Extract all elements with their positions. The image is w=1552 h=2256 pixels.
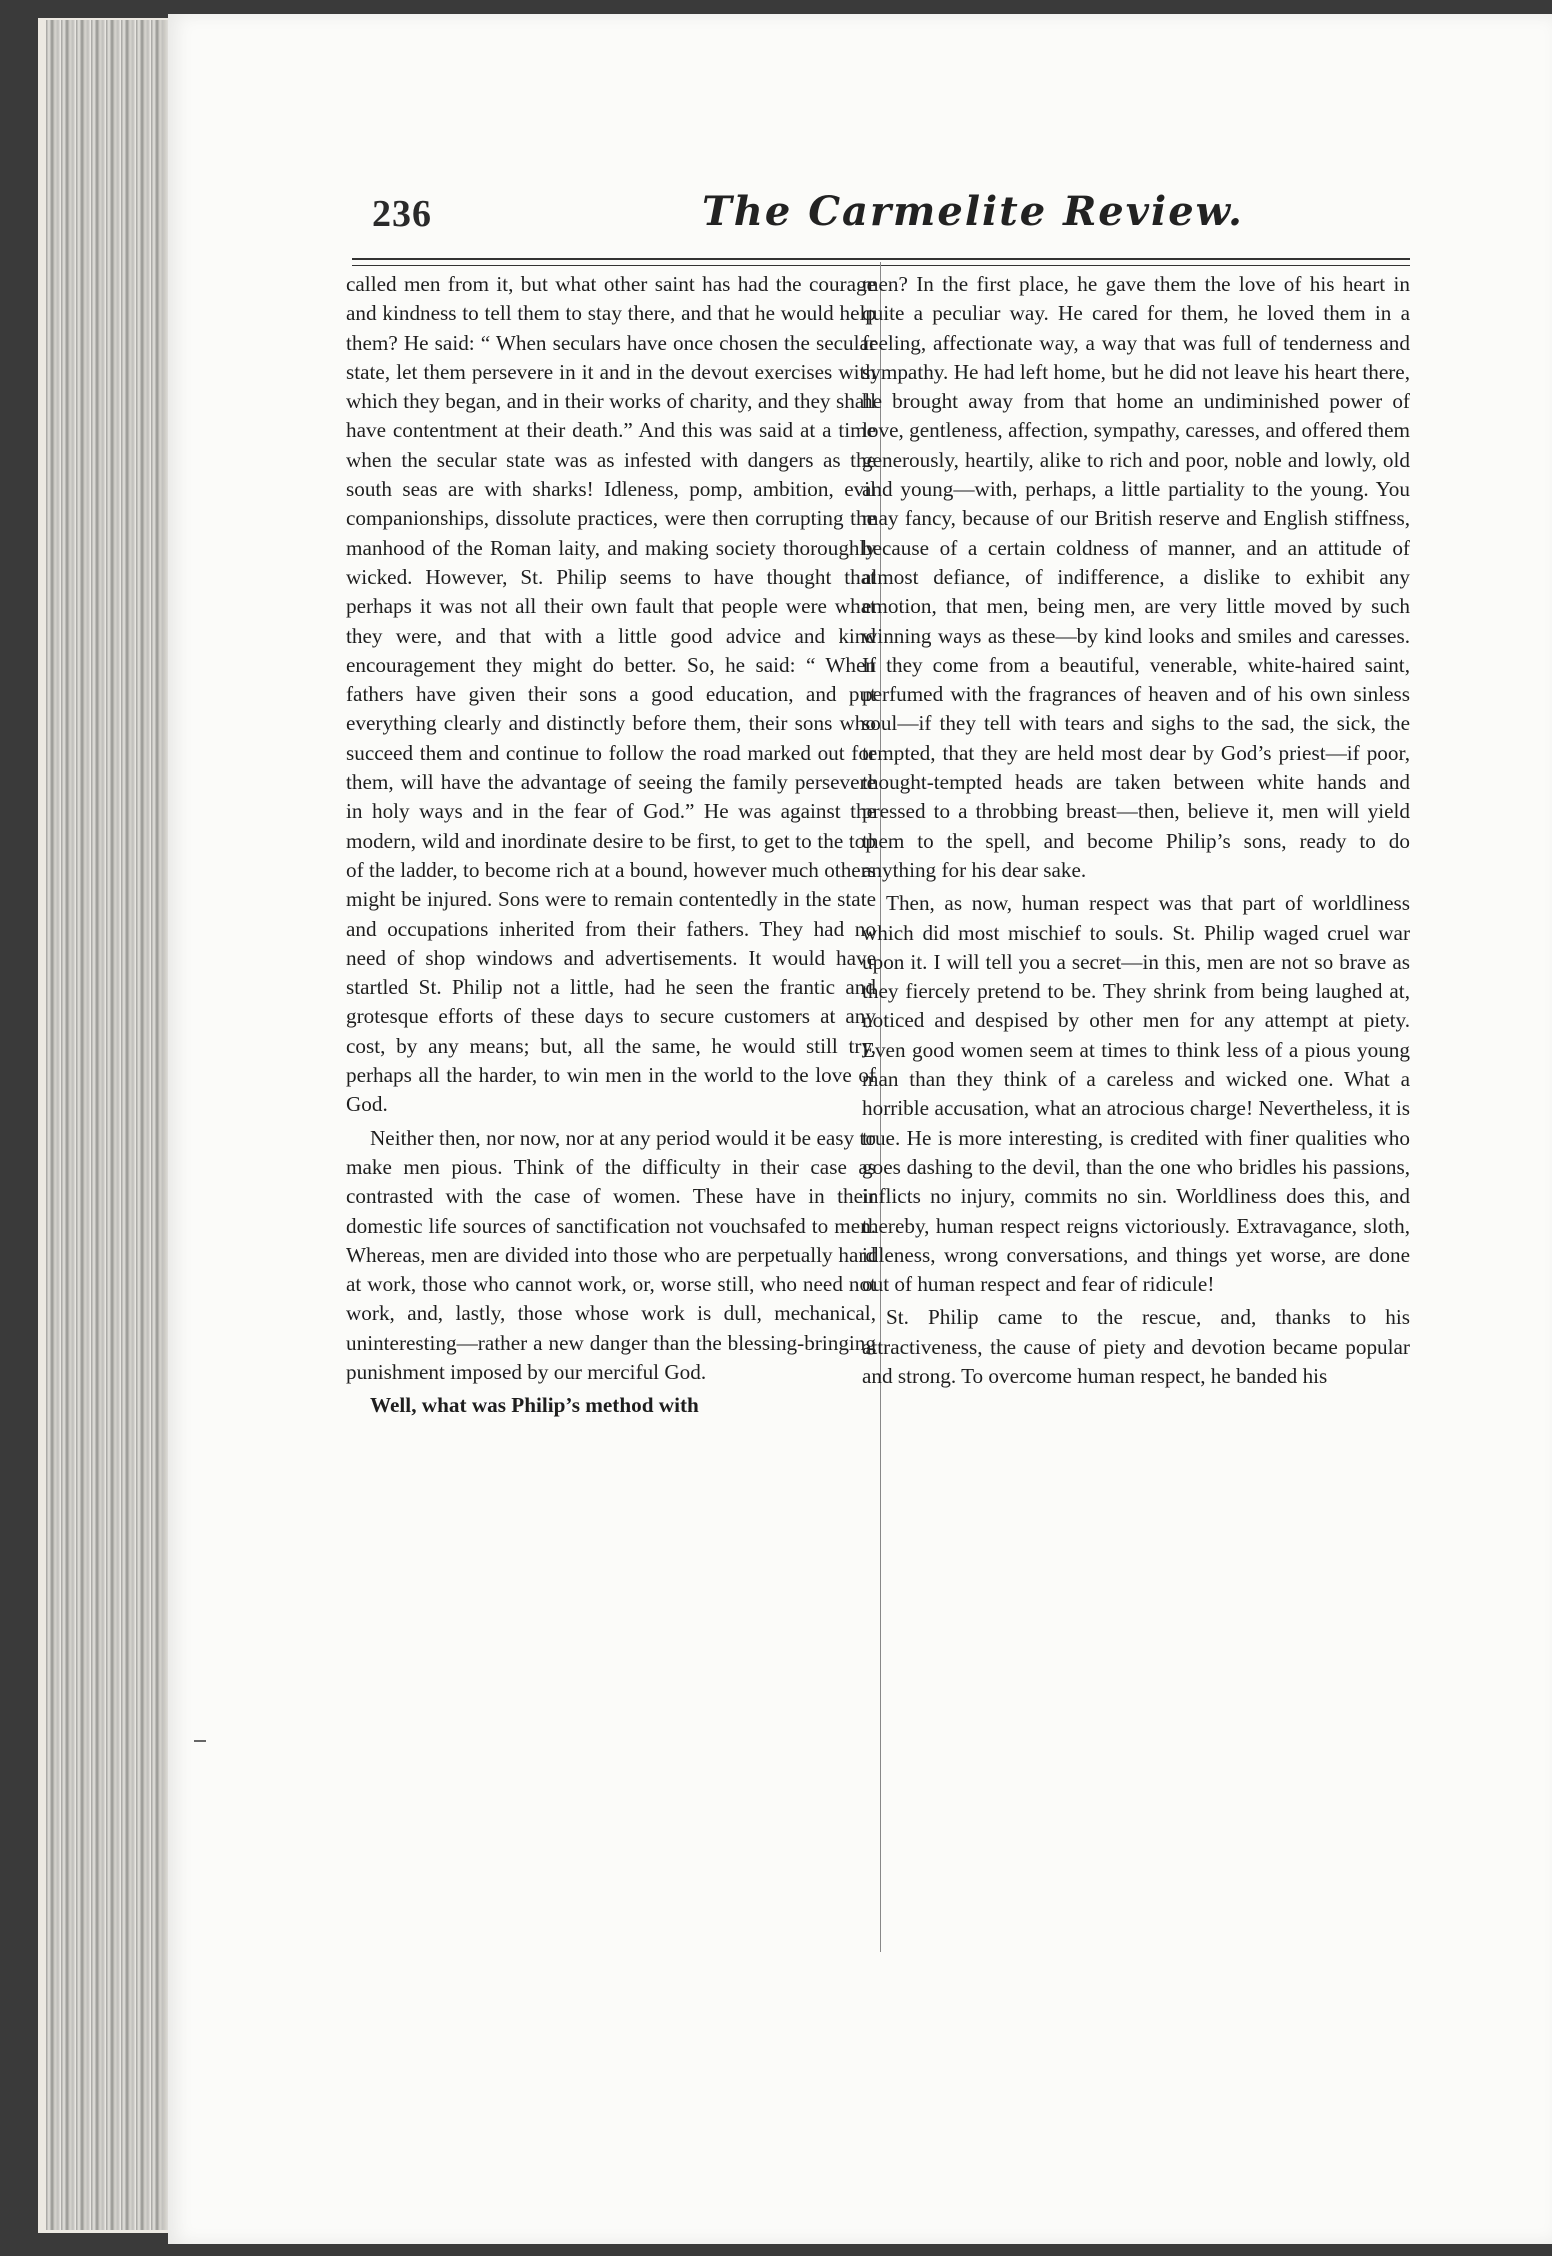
right-paragraph-2: Then, as now, human respect was that part of worldliness which did most mischief to souls. St. Philip waged cruel war upon it. I will tell you a secret—in this, men are not so brave as they fiercely pretend to be. They shrink from being laughed at, noticed and despised by other men for any attempt at piety. Even good women seem at times to think less of a pious young man than they think of a careless and wicked one. What a horrible accusation, what an atrocious charge! Nevertheless, it is true. He is more interesting, is credited with finer qualities who goes dashing to the devil, than the one who bridles his passions, inflicts no injury, commits no sin. Worldliness does this, and thereby, human respect reigns victoriously. Extravagance, sloth, idleness, wrong conversations, and things yet worse, are done out of human respect and fear of ridicule! bbox=[862, 891, 1410, 1297]
right-paragraph-3: St. Philip came to the rescue, and, thanks to his attractiveness, the cause of piety and devotion became popular and strong. To overcome human respect, he banded his bbox=[862, 1305, 1410, 1388]
book-spine-edges bbox=[46, 20, 164, 2230]
header-rule bbox=[352, 258, 1410, 260]
margin-mark bbox=[194, 1740, 206, 1742]
left-paragraph-2: Neither then, nor now, nor at any period would it be easy to make men pious. Think of the difficulty in their case as contrasted with the case of women. These have in their domestic life sources of sanctification not vouchsafed to men. Whereas, men are divided into those who are perpetually hard at work, those who cannot work, or, worse still, who need not work, and, lastly, those whose work is dull, mechanical, uninteresting—rather a new danger than the blessing-bringing punishment imposed by our merciful God. bbox=[346, 1125, 876, 1384]
left-paragraph-1: called men from it, but what other saint has had the courage and kindness to tell them to stay there, and that he would help them? He said: “ When seculars have once chosen the secular state, let them persevere in it and in the devout exercises with which they began, and in their works of charity, and they shall have contentment at their death.” And this was said at a time when the secular state was as infested with dangers as the south seas are with sharks! Idleness, pomp, ambition, evil companionships, dissolute practices, were then corrupting the manhood of the Roman laity, and making society thoroughly wicked. However, St. Philip seems to have thought that perhaps it was not all their own fault that people were what they were, and that with a little good advice and kind encouragement they might do better. So, he said: “ When fathers have given their sons a good education, and put everything clearly and distinctly before them, their sons who succeed them and continue to follow the road marked out for them, will have the advantage of seeing the family persevere in holy ways and in the fear of God.” He was against the modern, wild and inordinate desire to be first, to get to the top of the ladder, to become rich at a bound, however much others might be injured. Sons were to remain contentedly in the state and occupations inherited from their fathers. They had no need of shop windows and advertisements. It would have startled St. Philip not a little, had he seen the frantic and grotesque efforts of these days to secure customers at any cost, by any means; but, all the same, he would still try, perhaps all the harder, to win men in the world to the love of God. bbox=[346, 272, 876, 1117]
page-header bbox=[372, 188, 1406, 246]
header-rule-thin bbox=[352, 265, 1410, 266]
left-column bbox=[346, 270, 876, 1421]
running-title: The Carmelite Review. bbox=[702, 188, 1244, 235]
page-number: 236 bbox=[372, 193, 432, 235]
right-column bbox=[862, 270, 1410, 1391]
left-paragraph-3: Well, what was Philip’s method with bbox=[370, 1393, 699, 1418]
right-paragraph-1: men? In the first place, he gave them the love of his heart in quite a peculiar way. He cared for them, he loved them in a feeling, affectionate way, a way that was full of tenderness and sympathy. He had left home, but he did not leave his heart there, he brought away from that home an undiminished power of love, gentleness, affection, sympathy, caresses, and offered them generously, heartily, alike to rich and poor, noble and lowly, old and young—with, perhaps, a little partiality to the young. You may fancy, because of our British reserve and English stiffness, because of a certain coldness of manner, and an attitude of almost defiance, of indifference, a dislike to exhibit any emotion, that men, being men, are very little moved by such winning ways as these—by kind looks and smiles and caresses. If they come from a beautiful, venerable, white-haired saint, perfumed with the fragrances of heaven and of his own sinless soul—if they tell with tears and sighs to the sad, the sick, the tempted, that they are held most dear by God’s priest—if poor, thought-tempted heads are taken between white hands and pressed to a throbbing breast—then, believe it, men will yield them to the spell, and become Philip’s sons, ready to do anything for his dear sake. bbox=[862, 272, 1410, 882]
